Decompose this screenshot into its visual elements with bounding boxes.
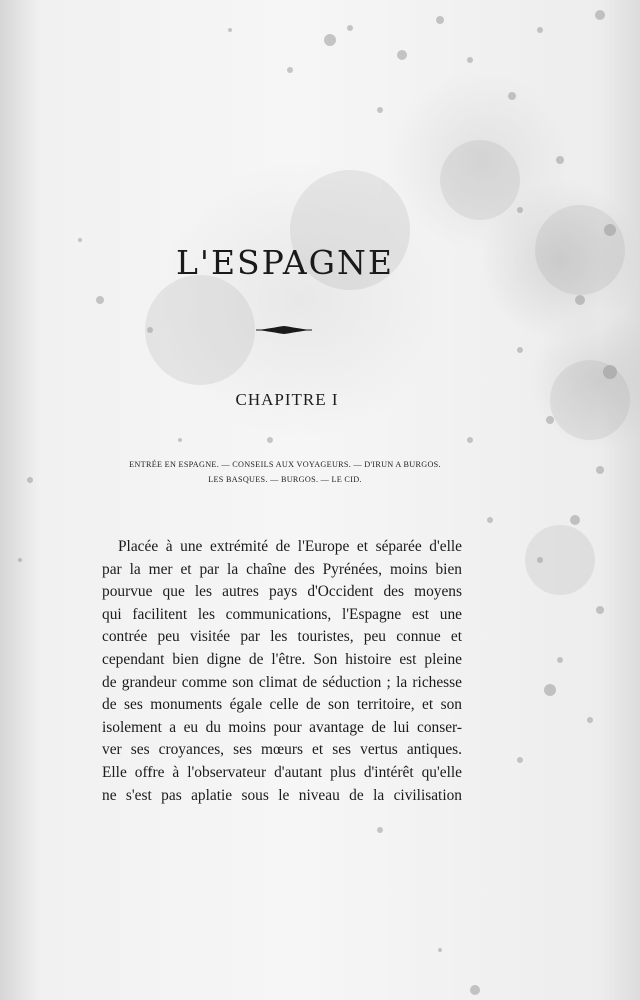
body-line: Placée à une extrémité de l'Europe et séparée d'elle: [118, 538, 462, 555]
title-ornament: [256, 325, 312, 335]
body-line: ver ses croyances, ses mœurs et ses vertus antiques.: [102, 741, 462, 759]
summary-line: ENTRÉE EN ESPAGNE. — CONSEILS AUX VOYAGEURS. — D'IRUN A BURGOS.: [129, 460, 441, 469]
page-title: L'ESPAGNE: [175, 243, 394, 282]
body-line: ne s'est pas aplatie sous le niveau de la civilisation: [102, 786, 462, 804]
body-line: Elle offre à l'observateur d'autant plus d'intérêt qu'elle: [102, 763, 462, 781]
body-line: par la mer et par la chaîne des Pyrénées, moins bien: [102, 560, 462, 578]
chapter-summary: [100, 457, 470, 487]
body-line: de grandeur comme son climat de séduction ; la richesse: [102, 673, 462, 691]
body-line: cependant bien digne de l'être. Son histoire est pleine: [102, 650, 462, 668]
body-line: de ses monuments égale celle de son territoire, et son: [102, 696, 462, 714]
summary-line: LES BASQUES. — BURGOS. — LE CID.: [208, 475, 362, 484]
body-line: qui facilitent les communications, l'Espagne est une: [102, 605, 462, 623]
body-paragraph: [102, 536, 462, 807]
body-line: contrée peu visitée par les touristes, peu connue et: [102, 628, 462, 646]
body-line: isolement a eu du moins pour avantage de lui conser-: [102, 718, 462, 736]
chapter-heading: CHAPITRE I: [235, 390, 339, 409]
body-line: pourvue que les autres pays d'Occident des moyens: [102, 583, 462, 601]
